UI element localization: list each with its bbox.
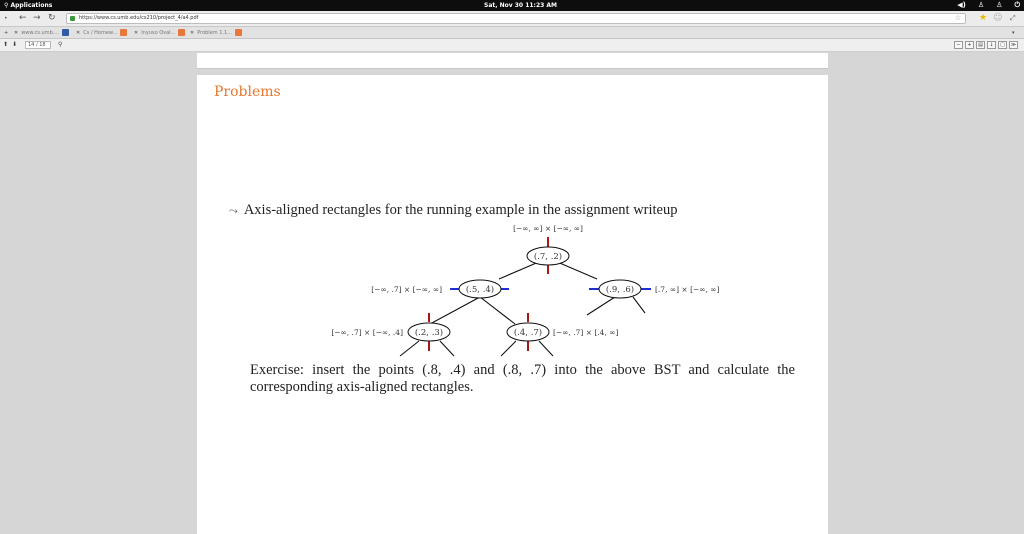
edge-right-null-2 <box>633 297 645 313</box>
previous-page <box>197 53 828 69</box>
url-bar[interactable] <box>66 13 966 24</box>
close-tab-icon[interactable]: ✕ <box>14 30 19 36</box>
edge-leaf-null <box>501 341 516 356</box>
rect-label-root: [−∞, ∞] × [−∞, ∞] <box>513 224 583 233</box>
power-icon[interactable]: ⏻ <box>1014 1 1020 9</box>
browser-nav-bar <box>0 11 1024 27</box>
next-page-icon[interactable]: ⬇ <box>12 41 18 48</box>
exercise-text: Exercise: insert the points (.8, .4) and (.8, .7) into the above BST and calculate the corresponding axis-aligned rectangles. <box>250 362 795 395</box>
tab-label: Cs / Homew... <box>83 30 118 36</box>
bullet-label: Axis-aligned rectangles for the running example in the assignment writeup <box>243 202 678 218</box>
pdf-viewer[interactable] <box>0 53 1024 534</box>
pdf-view-tools <box>954 41 1018 49</box>
tab-4[interactable] <box>190 28 242 38</box>
tab-favicon-icon <box>178 29 185 36</box>
page-title: Problems <box>214 84 281 100</box>
tab-2[interactable] <box>76 28 127 38</box>
applications-menu[interactable]: ⚲ Applications <box>4 2 53 9</box>
menu-icon[interactable]: • <box>4 15 8 22</box>
tab-label: Inyuso Oval... <box>141 30 176 36</box>
tab-overflow-icon[interactable]: ▾ <box>1012 30 1015 36</box>
present-icon[interactable]: ▢ <box>998 41 1007 49</box>
squiggle-arrow-icon: ⤳ <box>229 205 238 217</box>
rect-label-left: [−∞, .7] × [−∞, ∞] <box>371 285 442 294</box>
edge-right-null-1 <box>587 297 615 315</box>
page-total: / 18 <box>35 42 46 48</box>
system-top-bar <box>0 0 1024 11</box>
tab-label: www.cs.umb.... <box>21 30 60 36</box>
expand-icon[interactable]: ⤢ <box>1010 14 1016 22</box>
edge-leaf-null <box>440 341 454 356</box>
tab-favicon-icon <box>120 29 127 36</box>
edge-leaf-null <box>539 341 553 356</box>
rect-label-left-right: [−∞, .7] × [.4, ∞] <box>553 328 619 337</box>
close-tab-icon[interactable]: ✕ <box>190 30 195 36</box>
extension-icon[interactable]: ☺ <box>993 13 1003 23</box>
reload-icon[interactable]: ↻ <box>48 13 56 23</box>
previous-page-icon[interactable]: ⬆ <box>3 41 9 48</box>
tab-favicon-icon <box>62 29 69 36</box>
rect-label-left-left: [−∞, .7] × [−∞, .4] <box>331 328 403 337</box>
tab-label: Problem 1.1... <box>197 30 232 36</box>
accessibility-icon[interactable]: ♙ <box>996 1 1003 9</box>
zoom-out-icon[interactable]: − <box>954 41 963 49</box>
user-icon[interactable]: ♙ <box>977 1 985 9</box>
applications-label: Applications <box>10 2 53 9</box>
clock[interactable]: Sat, Nov 30 11:23 AM <box>484 2 557 9</box>
tab-3[interactable] <box>134 28 185 38</box>
node-root-label: (.7, .2) <box>533 252 563 262</box>
favorites-star-icon[interactable]: ★ <box>979 13 988 23</box>
back-arrow-icon[interactable]: ← <box>19 13 27 23</box>
forward-arrow-icon[interactable]: → <box>33 13 41 23</box>
close-tab-icon[interactable]: ✕ <box>76 30 81 36</box>
search-icon[interactable]: ⚲ <box>58 41 63 48</box>
node-left-right-label: (.4, .7) <box>513 328 543 338</box>
print-icon[interactable]: ▤ <box>976 41 985 49</box>
tab-bar <box>0 27 1024 39</box>
page-number: 14 <box>28 42 35 48</box>
url-text: https://www.cs.umb.edu/cs210/project_4/a4.pdf <box>79 15 199 21</box>
page-number-input[interactable] <box>25 41 51 49</box>
download-icon[interactable]: ↓ <box>987 41 996 49</box>
tab-1[interactable] <box>14 28 69 38</box>
node-left-label: (.5, .4) <box>465 285 495 295</box>
edge-left-leftleft <box>430 297 480 324</box>
system-tray <box>957 1 1020 10</box>
tab-favicon-icon <box>235 29 242 36</box>
pdf-page <box>197 75 828 534</box>
zoom-in-icon[interactable]: + <box>965 41 974 49</box>
node-left-left-label: (.2, .3) <box>414 328 444 338</box>
tools-icon[interactable]: ≫ <box>1010 42 1017 48</box>
close-tab-icon[interactable]: ✕ <box>134 30 139 36</box>
new-tab-button[interactable]: + <box>4 30 9 36</box>
bookmark-star-icon[interactable]: ☆ <box>954 14 961 22</box>
lock-icon <box>70 16 75 21</box>
kd-tree-diagram <box>197 75 828 375</box>
edge-left-leftright <box>480 297 515 324</box>
edge-leaf-null <box>400 341 419 356</box>
volume-icon[interactable]: ◀) <box>957 1 966 9</box>
pdf-toolbar <box>0 39 1024 52</box>
node-right-label: (.9, .6) <box>605 285 635 295</box>
rect-label-right: [.7, ∞] × [−∞, ∞] <box>655 285 720 294</box>
